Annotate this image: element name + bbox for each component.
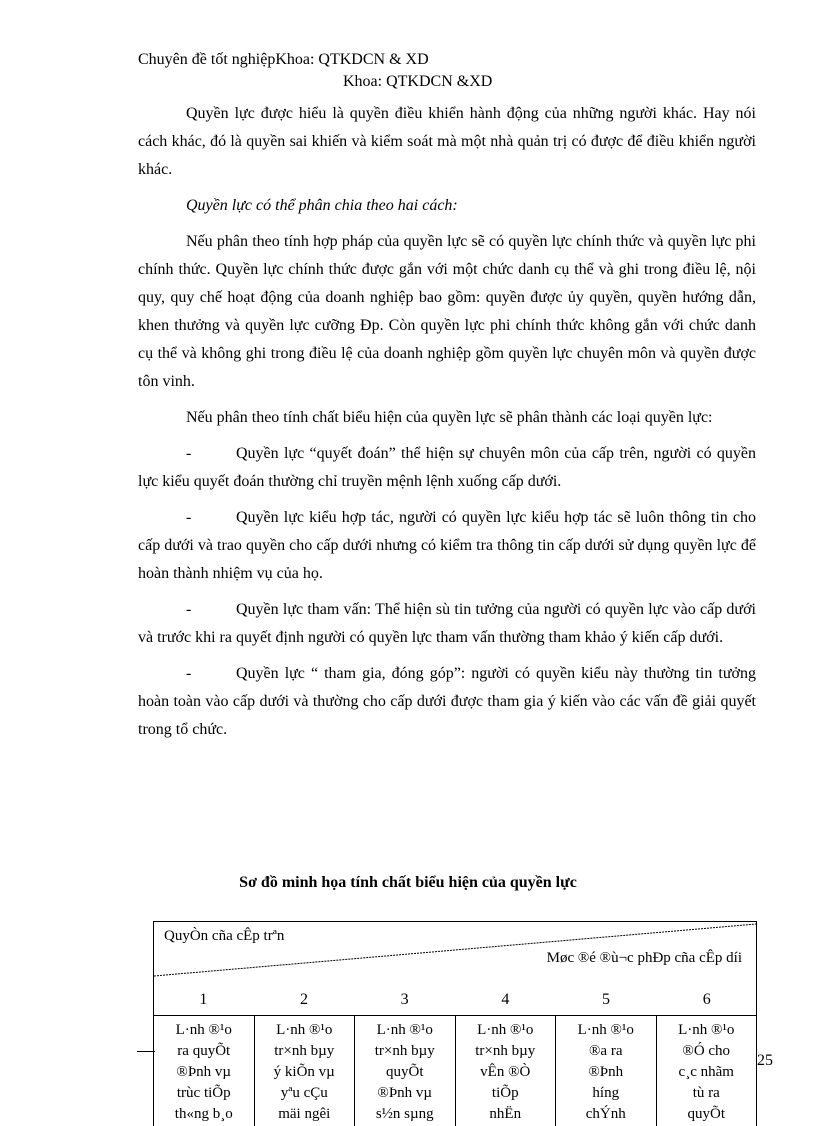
level-number: 3 (400, 991, 409, 1008)
bullet-text: Quyền lực kiểu hợp tác, người có quyền lực kiểu hợp tác sẽ luôn thông tin cho cấp dưới và trao quyền cho cấp dưới nhưng có kiểm tra thông tin cấp dưới sử dụng quyền lực để hoàn thành nhiệm vụ của họ. (138, 509, 756, 582)
bullet-dash: - (186, 601, 192, 618)
bullet-item (138, 504, 756, 588)
level-number: 6 (702, 991, 711, 1008)
cell-line: ®Þnh vµ (176, 1064, 232, 1080)
superior-authority-label: QuyÒn cña cÊp trªn (164, 928, 285, 944)
cell-line: quyÕt (386, 1064, 424, 1080)
cell-line: chÝnh (585, 1106, 626, 1122)
cell-line: ý kiÕn vµ (273, 1064, 335, 1080)
cell-line: L·nh ®¹o (577, 1022, 634, 1038)
level-descriptions (153, 1015, 757, 1126)
cell-line: tr×nh bµy (274, 1043, 335, 1059)
cell-line: ®a ra (589, 1043, 623, 1059)
bullet-dash: - (186, 445, 192, 462)
paragraph-definition: Quyền lực được hiểu là quyền điều khiển hành động của những người khác. Hay nói cách khác, đó là quyền sai khiến và kiểm soát mà một nhà quản trị có được để điều khiển người khác. (138, 105, 756, 178)
footer-rule (137, 1051, 155, 1052)
cell-line: tr×nh bµy (475, 1043, 536, 1059)
bullet-item (138, 660, 756, 744)
cell-line: L·nh ®¹o (175, 1022, 232, 1038)
level-cell-3 (354, 1016, 455, 1126)
paragraph-legality: Nếu phân theo tính hợp pháp của quyền lực sẽ có quyền lực chính thức và quyền lực phi chính thức. Quyền lực chính thức được gắn với một chức danh cụ thể và ghi trong điều lệ, nội quy, quy chế hoạt động của doanh nghiệp bao gồm: quyền được ủy quyền, quyền hướng dẫn, khen thưởng và quyền lực cưỡng Đp. Còn quyền lực phi chính thức không gắn với chức danh cụ thể và không ghi trong điều lệ của doanh nghiệp gồm quyền lực chuyên môn và quyền được tôn vinh. (138, 233, 756, 390)
cell-line: ®Þnh (588, 1064, 624, 1080)
cell-line: L·nh ®¹o (276, 1022, 333, 1038)
cell-line: híng (592, 1085, 620, 1101)
cell-line: tr×nh bµy (374, 1043, 435, 1059)
level-cell-5 (555, 1016, 656, 1126)
cell-line: ®Ó cho (682, 1043, 731, 1059)
bullet-text: Quyền lực “ tham gia, đóng góp”: người có quyền kiểu này thường tin tưởng hoàn toàn vào cấp dưới và thường cho cấp dưới được tham gia ý kiến vào các vấn đề giải quyết trong tổ chức. (138, 665, 756, 738)
paragraph-classification-intro: Quyền lực có thể phân chia theo hai cách: (186, 197, 458, 214)
cell-line: ®Þnh vµ (377, 1085, 433, 1101)
bullet-dash: - (186, 509, 192, 526)
paragraph-expression: Nếu phân theo tính chất biểu hiện của quyền lực sẽ phân thành các loại quyền lực: (186, 409, 713, 426)
page-number: 25 (757, 1052, 773, 1069)
bullet-text: Quyền lực tham vấn: Thể hiện sù tin tưởng của người có quyền lực vào cấp dưới và trước khi ra quyết định người có quyền lực tham vấn thường tham khảo ý kiến cấp dưới. (138, 601, 756, 646)
cell-line: vÊn ®Ò (480, 1064, 531, 1080)
level-cell-6 (656, 1016, 758, 1126)
bullet-item (138, 596, 756, 652)
power-diagram (153, 921, 757, 1123)
header-department: Khoa: QTKDCN &XD (343, 73, 493, 90)
level-cell-2 (254, 1016, 355, 1126)
document-body (138, 100, 756, 744)
cell-line: ra quyÕt (177, 1043, 231, 1059)
level-cell-4 (455, 1016, 556, 1126)
cell-line: quyÕt (687, 1106, 725, 1122)
cell-line: s½n sµng (375, 1106, 434, 1122)
subordinate-freedom-label: Møc ®é ®ù¬c phÐp cña cÊp díi (546, 950, 742, 966)
level-cell-1 (153, 1016, 254, 1126)
cell-line: c¸c nhãm (678, 1064, 734, 1080)
cell-line: L·nh ®¹o (376, 1022, 433, 1038)
level-numbers (153, 985, 757, 1015)
level-number: 1 (199, 991, 208, 1008)
cell-line: tù ra (692, 1085, 720, 1101)
level-number: 5 (602, 991, 611, 1008)
level-number: 4 (501, 991, 510, 1008)
bullet-dash: - (186, 665, 192, 682)
bullet-text: Quyền lực “quyết đoán” thể hiện sự chuyên môn của cấp trên, người có quyền lực kiểu quyết đoán thường chỉ truyền mệnh lệnh xuống cấp dưới. (138, 445, 756, 490)
cell-line: L·nh ®¹o (477, 1022, 534, 1038)
cell-line: nhËn (489, 1106, 522, 1122)
bullet-item (138, 440, 756, 496)
header-title: Chuyên đề tốt nghiệpKhoa: QTKDCN & XD (138, 51, 429, 68)
cell-line: tiÕp (491, 1085, 519, 1101)
cell-line: trùc tiÕp (176, 1085, 231, 1101)
cell-line: th«ng b¸o (174, 1106, 233, 1122)
cell-line: L·nh ®¹o (678, 1022, 735, 1038)
cell-line: mäi ngêi (278, 1106, 331, 1122)
level-number: 2 (300, 991, 308, 1008)
diagram-title: Sơ đồ minh họa tính chất biểu hiện của quyền lực (239, 874, 577, 891)
cell-line: yªu cÇu (280, 1085, 328, 1101)
